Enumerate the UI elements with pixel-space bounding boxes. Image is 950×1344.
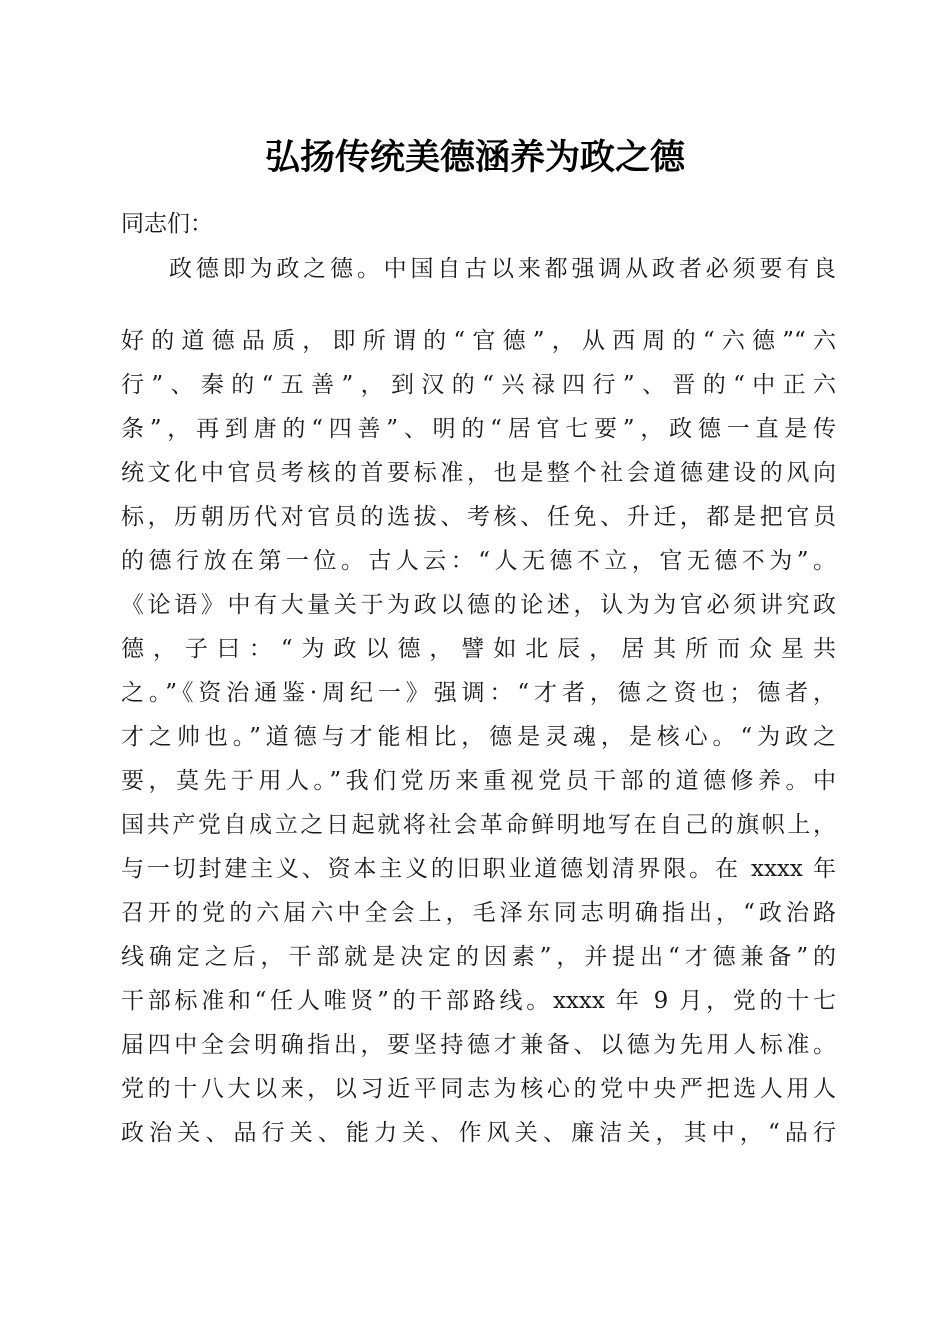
paragraph-line: 届四中全会明确指出，要坚持德才兼备、以德为先用人标准。 — [121, 1032, 836, 1058]
paragraph-line: 要，莫先于用人。”我们党历来重视党员干部的道德修养。中 — [121, 768, 836, 794]
paragraph-line: 干部标准和“任人唯贤”的干部路线。xxxx 年 9 月，党的十七 — [121, 988, 836, 1014]
paragraph-line: 德，子曰：“为政以德，譬如北辰，居其所而众星共 — [121, 636, 836, 662]
paragraph-line: 政治关、品行关、能力关、作风关、廉洁关，其中，“品行 — [121, 1120, 836, 1146]
paragraph-line: 行”、秦的“五善”，到汉的“兴禄四行”、晋的“中正六 — [121, 372, 836, 398]
paragraph-line: 才之帅也。”道德与才能相比，德是灵魂，是核心。“为政之 — [121, 724, 836, 750]
paragraph-line: 条”，再到唐的“四善”、明的“居官七要”，政德一直是传 — [121, 416, 836, 442]
paragraph-line: 标，历朝历代对官员的选拔、考核、任免、升迁，都是把官员 — [121, 504, 836, 530]
paragraph-line: 《论语》中有大量关于为政以德的论述，认为为官必须讲究政 — [121, 592, 836, 618]
paragraph-line: 国共产党自成立之日起就将社会革命鲜明地写在自己的旗帜上， — [121, 812, 836, 838]
paragraph-line: 党的十八大以来，以习近平同志为核心的党中央严把选人用人 — [121, 1076, 836, 1102]
paragraph-line: 好的道德品质，即所谓的“官德”，从西周的“六德”“六 — [121, 328, 836, 354]
paragraph-line: 统文化中官员考核的首要标准，也是整个社会道德建设的风向 — [121, 460, 836, 486]
document-title: 弘扬传统美德涵养为政之德 — [264, 137, 685, 178]
paragraph-line: 政德即为政之德。中国自古以来都强调从政者必须要有良 — [169, 256, 836, 282]
salutation: 同志们： — [121, 211, 213, 237]
paragraph-line: 的德行放在第一位。古人云：“人无德不立，官无德不为”。 — [121, 548, 836, 574]
paragraph-line: 与一切封建主义、资本主义的旧职业道德划清界限。在 xxxx 年 — [121, 856, 836, 882]
paragraph-line: 线确定之后，干部就是决定的因素”，并提出“才德兼备”的 — [121, 944, 836, 970]
paragraph-line: 之。”《资治通鉴·周纪一》强调：“才者，德之资也；德者， — [121, 680, 836, 706]
paragraph-line: 召开的党的六届六中全会上，毛泽东同志明确指出，“政治路 — [121, 900, 836, 926]
